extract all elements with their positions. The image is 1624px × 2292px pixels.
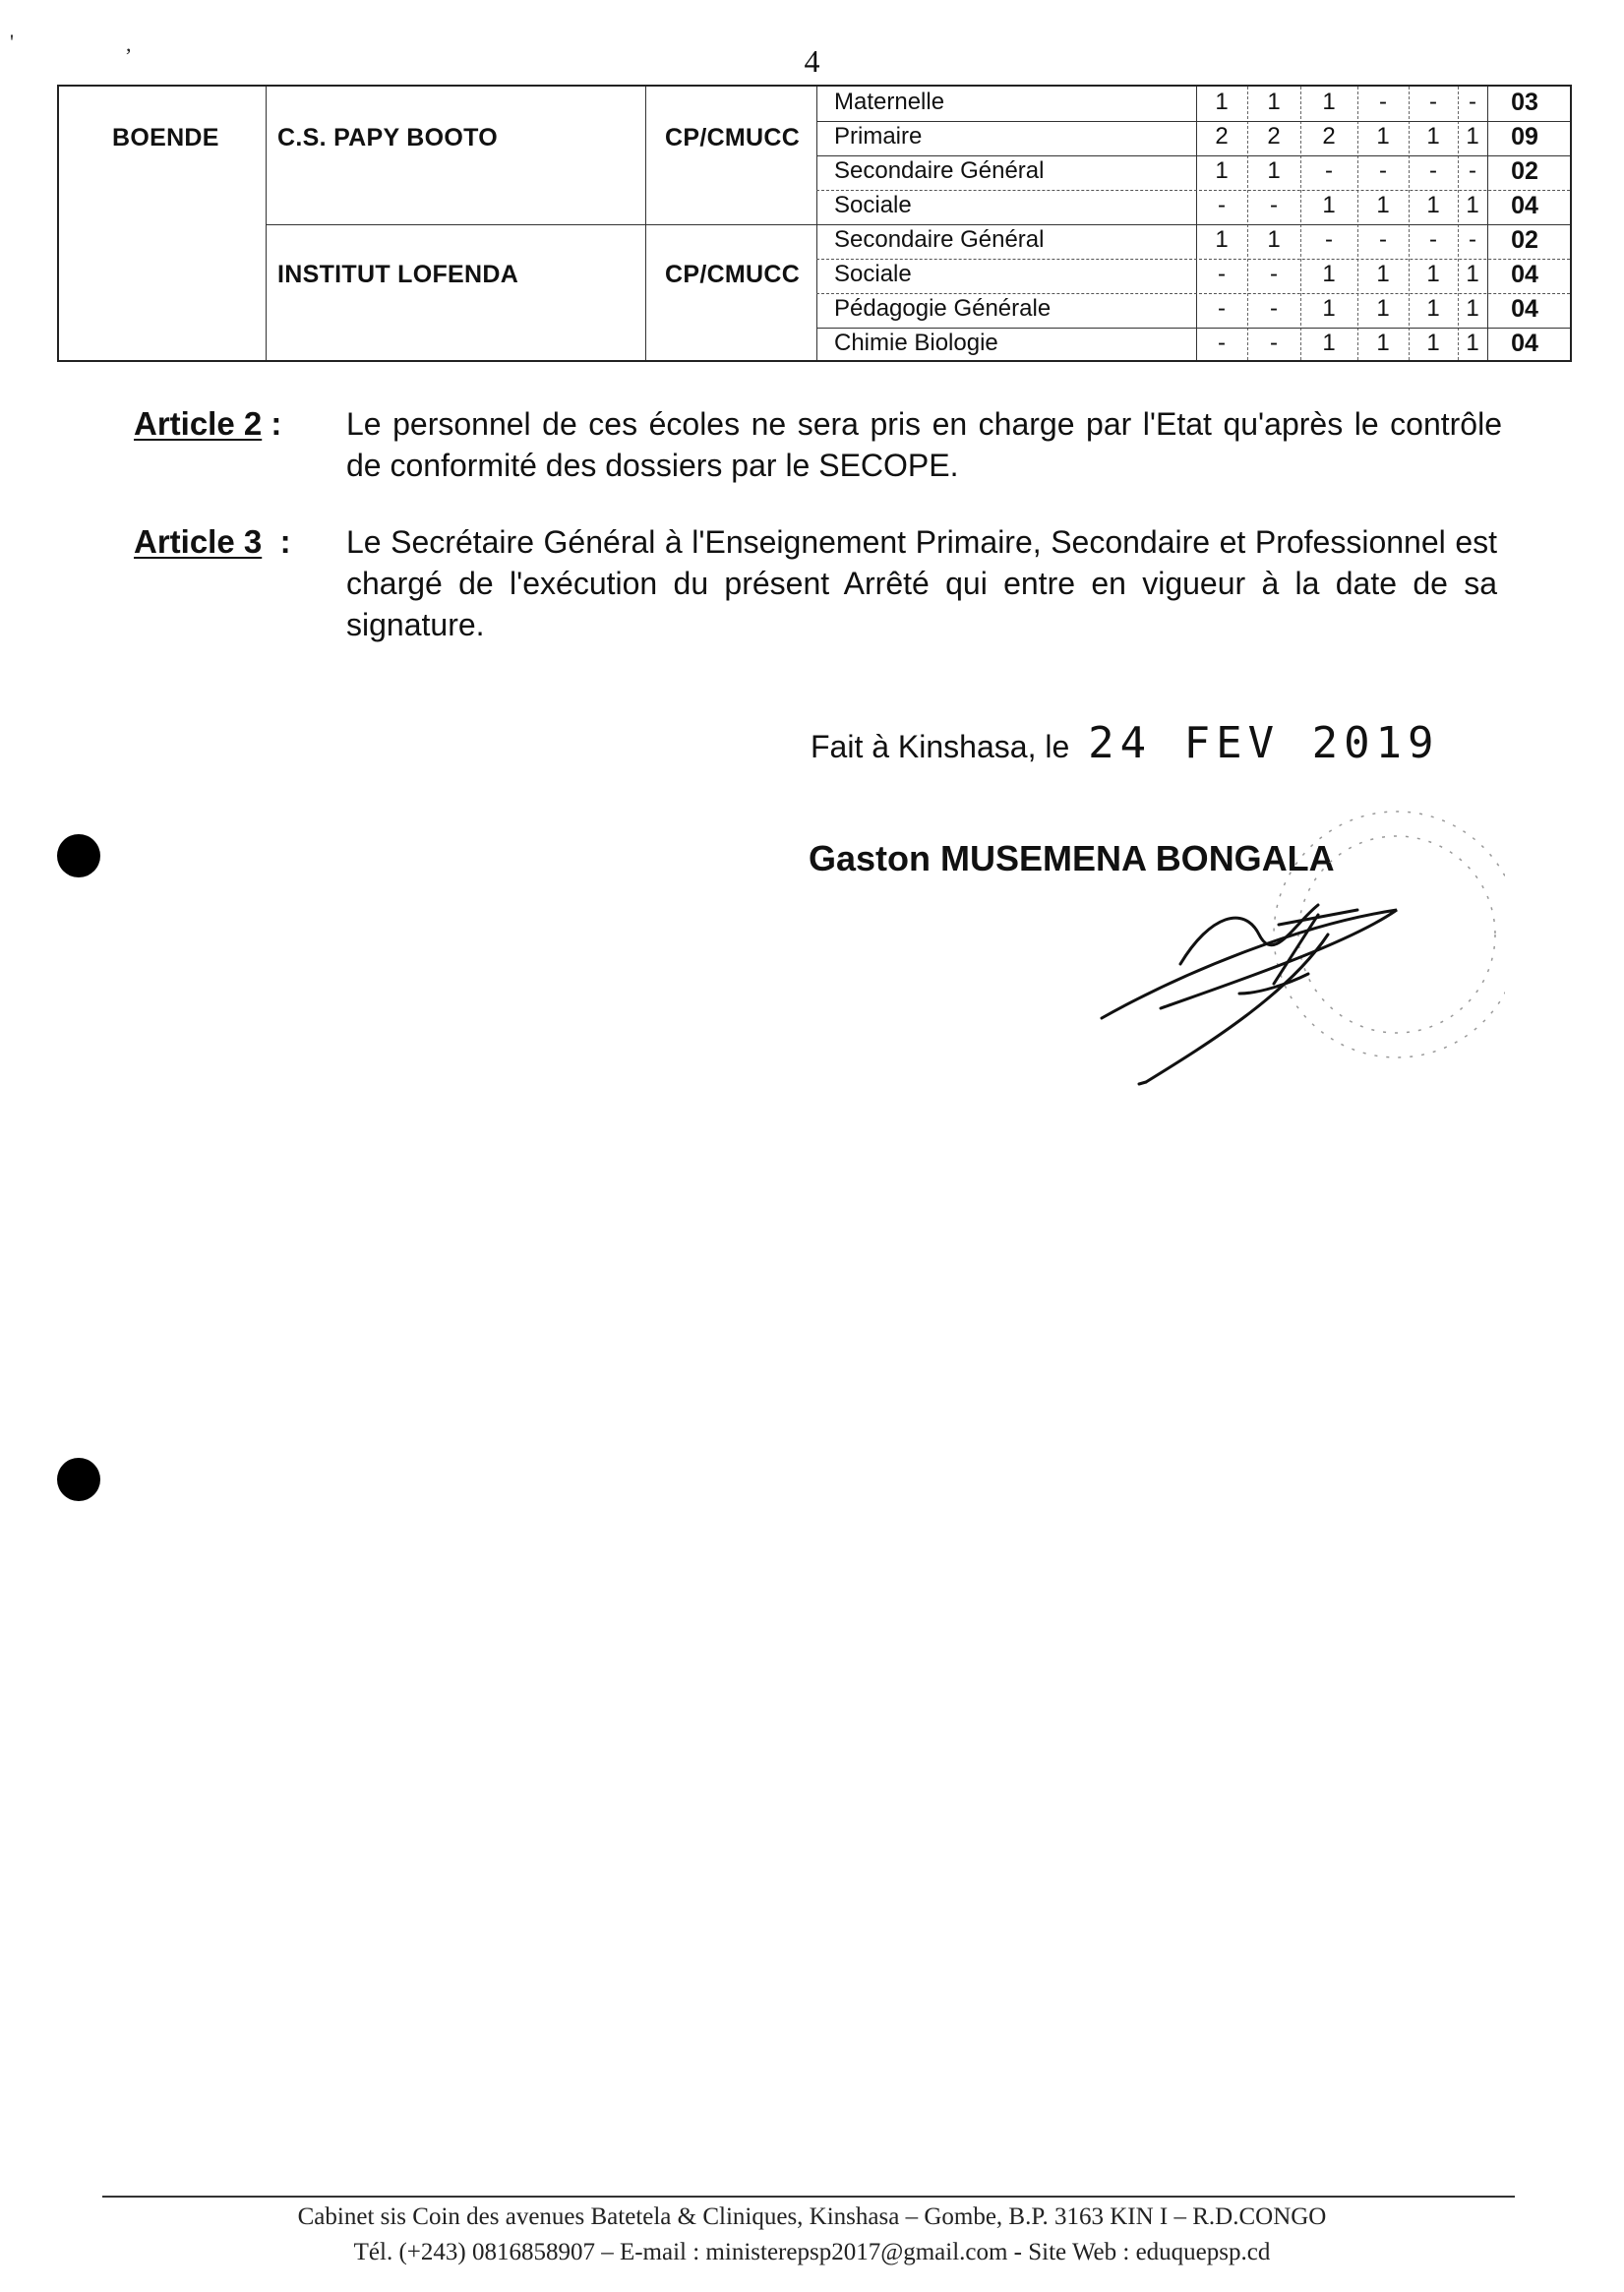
count-cell: - [1218,192,1226,218]
signer-name: Gaston MUSEMENA BONGALA [809,838,1335,878]
count-cell: 1 [1466,330,1479,356]
total-cell: 04 [1511,295,1538,323]
article-2-text: Le personnel de ces écoles ne sera pris en charge par l'Etat qu'après le contrôle de conformité des dossiers par le SECOPE. [346,406,1502,483]
count-cell: 1 [1267,157,1281,184]
filiere-cell: Secondaire Général [834,157,1045,184]
school-regime: CP/CMUCC [665,261,801,288]
count-cell: 1 [1466,123,1479,150]
count-cell: 1 [1376,330,1390,356]
count-cell: 1 [1322,261,1336,287]
count-cell: 1 [1322,295,1336,322]
province-cell: BOENDE [112,124,219,151]
signature-graphic [1072,787,1505,1112]
article-2-label: Article 2 : [134,405,282,442]
count-cell: 1 [1466,261,1479,287]
total-cell: 04 [1511,261,1538,288]
count-cell: - [1469,226,1476,253]
count-cell: 2 [1267,123,1281,150]
article-3-text: Le Secrétaire Général à l'Enseignement Primaire, Secondaire et Professionnel est chargé de l'exécution du présent Arrêté qui entre en vigueur à la date de sa signature. [346,524,1497,642]
count-cell: 1 [1267,89,1281,115]
footer-address: Cabinet sis Coin des avenues Batetela & Cliniques, Kinshasa – Gombe, B.P. 3163 KIN I – R.D.CONGO [297,2203,1327,2230]
scan-mark: ' [10,30,14,54]
count-cell: - [1218,261,1226,287]
filiere-cell: Pédagogie Générale [834,295,1052,322]
count-cell: 1 [1376,295,1390,322]
count-cell: 1 [1376,123,1390,150]
page-number: 4 [804,43,820,79]
count-cell: - [1325,226,1333,253]
count-cell: 1 [1215,157,1229,184]
count-cell: 1 [1426,330,1440,356]
count-cell: 1 [1466,192,1479,218]
filiere-cell: Sociale [834,261,912,287]
filiere-cell: Chimie Biologie [834,330,998,356]
count-cell: 1 [1376,261,1390,287]
count-cell: - [1429,89,1437,115]
count-cell: - [1270,261,1278,287]
count-cell: 1 [1267,226,1281,253]
count-cell: 1 [1426,192,1440,218]
filiere-cell: Secondaire Général [834,226,1045,253]
count-cell: 2 [1215,123,1229,150]
place-prefix: Fait à Kinshasa, le [811,729,1070,764]
school-name: C.S. PAPY BOOTO [277,124,498,151]
count-cell: - [1218,330,1226,356]
count-cell: 1 [1466,295,1479,322]
filiere-cell: Maternelle [834,89,945,115]
count-cell: 1 [1322,89,1336,115]
count-cell: - [1429,157,1437,184]
school-name: INSTITUT LOFENDA [277,261,519,288]
filiere-cell: Primaire [834,123,923,150]
count-cell: 1 [1215,89,1229,115]
count-cell: - [1379,89,1387,115]
count-cell: - [1379,157,1387,184]
count-cell: 1 [1426,295,1440,322]
count-cell: - [1429,226,1437,253]
count-cell: - [1218,295,1226,322]
count-cell: - [1270,330,1278,356]
count-cell: - [1325,157,1333,184]
total-cell: 03 [1511,89,1538,116]
footer-divider [102,2196,1515,2198]
scan-mark: , [126,31,132,56]
date-stamp: 24 FEV 2019 [1088,718,1440,768]
total-cell: 02 [1511,226,1538,254]
count-cell: - [1379,226,1387,253]
count-cell: 2 [1322,123,1336,150]
article-3-label: Article 3 : [134,523,291,560]
count-cell: 1 [1322,330,1336,356]
punch-hole [57,834,100,877]
count-cell: 1 [1426,123,1440,150]
total-cell: 04 [1511,330,1538,357]
total-cell: 04 [1511,192,1538,219]
punch-hole [57,1458,100,1501]
count-cell: - [1469,157,1476,184]
total-cell: 02 [1511,157,1538,185]
count-cell: - [1469,89,1476,115]
place-date-line [811,718,1440,768]
footer-contact: Tél. (+243) 0816858907 – E-mail : ministerepsp2017@gmail.com - Site Web : eduquepsp.cd [353,2239,1271,2265]
filiere-cell: Sociale [834,192,912,218]
staff-table [57,85,1572,362]
total-cell: 09 [1511,123,1538,151]
count-cell: 1 [1376,192,1390,218]
count-cell: 1 [1215,226,1229,253]
count-cell: 1 [1426,261,1440,287]
school-regime: CP/CMUCC [665,124,801,151]
count-cell: - [1270,295,1278,322]
count-cell: - [1270,192,1278,218]
count-cell: 1 [1322,192,1336,218]
